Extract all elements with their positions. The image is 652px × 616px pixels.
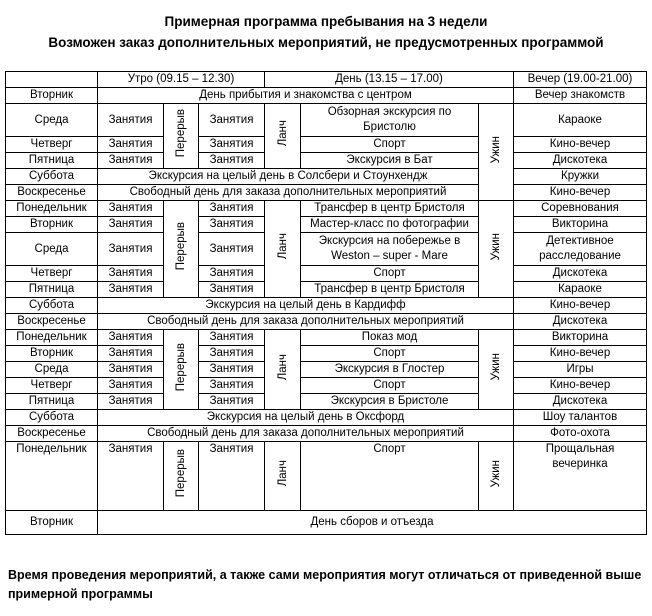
evening-cell: Игры — [514, 362, 647, 378]
afternoon-cell: Спорт — [301, 378, 479, 394]
classes-cell: Занятия — [98, 394, 164, 410]
evening-cell: Кино-вечер — [514, 137, 647, 153]
afternoon-cell: Трансфер в центр Бристоля — [301, 201, 479, 217]
evening-cell: Детективное расследование — [514, 233, 647, 266]
lunch-cell — [265, 201, 301, 298]
lunch-label: Ланч — [276, 120, 289, 147]
dinner-label: Ужин — [490, 459, 502, 488]
afternoon-cell: Мастер-класс по фотографии — [301, 217, 479, 233]
day-cell: Воскресенье — [6, 426, 98, 442]
day-cell: Вторник — [6, 88, 98, 104]
break-cell — [164, 330, 199, 410]
classes-cell: Занятия — [199, 201, 265, 217]
classes-cell: Занятия — [199, 282, 265, 298]
break-label: Перерыв — [175, 449, 187, 498]
day-cell: Среда — [6, 104, 98, 137]
classes-cell: Занятия — [199, 442, 265, 511]
lunch-cell — [265, 330, 301, 410]
header-evening: Вечер (19.00-21.00) — [514, 72, 647, 88]
classes-cell: Занятия — [199, 137, 265, 153]
dinner-cell — [479, 104, 514, 201]
table-row — [6, 282, 647, 298]
afternoon-cell: Показ мод — [301, 330, 479, 346]
afternoon-cell: Обзорная экскурсия по Бристолю — [301, 104, 479, 137]
evening-cell: Кино-вечер — [514, 185, 647, 201]
activity-cell: Свободный день для заказа дополнительных мероприятий — [98, 185, 479, 201]
day-cell: Среда — [6, 362, 98, 378]
table-row — [6, 233, 647, 266]
evening-cell: Кино-вечер — [514, 378, 647, 394]
evening-cell: Кино-вечер — [514, 298, 647, 314]
day-cell: Среда — [6, 233, 98, 266]
table-row — [6, 410, 647, 426]
table-row — [6, 330, 647, 346]
table-row — [6, 314, 647, 330]
table-row — [6, 346, 647, 362]
activity-cell: Свободный день для заказа дополнительных мероприятий — [98, 426, 514, 442]
classes-cell: Занятия — [199, 266, 265, 282]
evening-cell: Дискотека — [514, 153, 647, 169]
table-row — [6, 201, 647, 217]
day-cell: Суббота — [6, 298, 98, 314]
classes-cell: Занятия — [98, 266, 164, 282]
day-cell: Пятница — [6, 394, 98, 410]
evening-cell: Вечер знакомств — [514, 88, 647, 104]
lunch-label: Ланч — [276, 233, 289, 260]
afternoon-cell: Экскурсия в Бристоле — [301, 394, 479, 410]
classes-cell: Занятия — [199, 153, 265, 169]
day-cell: Четверг — [6, 137, 98, 153]
classes-cell: Занятия — [98, 233, 164, 266]
classes-cell: Занятия — [98, 201, 164, 217]
classes-cell: Занятия — [98, 346, 164, 362]
table-row — [6, 88, 647, 104]
evening-cell: Кружки — [514, 169, 647, 185]
table-row — [6, 511, 647, 535]
classes-cell: Занятия — [199, 217, 265, 233]
lunch-label: Ланч — [276, 460, 289, 487]
day-cell: Четверг — [6, 378, 98, 394]
activity-cell: День сборов и отъезда — [98, 511, 647, 535]
dinner-cell — [479, 442, 514, 511]
evening-cell: Соревнования — [514, 201, 647, 217]
classes-cell: Занятия — [98, 442, 164, 511]
classes-cell: Занятия — [98, 378, 164, 394]
dinner-cell — [479, 201, 514, 298]
classes-cell: Занятия — [98, 330, 164, 346]
afternoon-cell: Спорт — [301, 346, 479, 362]
day-cell: Пятница — [6, 282, 98, 298]
afternoon-cell: Спорт — [301, 442, 479, 511]
day-cell: Пятница — [6, 153, 98, 169]
break-label: Перерыв — [175, 342, 187, 392]
day-cell: Понедельник — [6, 442, 98, 511]
table-row — [6, 362, 647, 378]
day-cell: Суббота — [6, 169, 98, 185]
dinner-cell — [479, 330, 514, 410]
activity-cell: Экскурсия на целый день в Солсбери и Стоунхендж — [98, 169, 479, 185]
table-row — [6, 394, 647, 410]
day-cell: Понедельник — [6, 330, 98, 346]
day-cell: Воскресенье — [6, 185, 98, 201]
day-cell: Понедельник — [6, 201, 98, 217]
evening-cell: Викторина — [514, 330, 647, 346]
classes-cell: Занятия — [199, 394, 265, 410]
classes-cell: Занятия — [98, 104, 164, 137]
evening-cell: Викторина — [514, 217, 647, 233]
classes-cell: Занятия — [199, 362, 265, 378]
schedule-table — [5, 71, 647, 535]
table-row — [6, 426, 647, 442]
page-title: Примерная программа пребывания на 3 недели — [164, 14, 488, 29]
classes-cell: Занятия — [98, 282, 164, 298]
dinner-label: Ужин — [490, 135, 502, 164]
header-day: День (13.15 – 17.00) — [265, 72, 514, 88]
classes-cell: Занятия — [199, 346, 265, 362]
activity-cell: Экскурсия на целый день в Оксфорд — [98, 410, 514, 426]
evening-cell: Фото-охота — [514, 426, 647, 442]
classes-cell: Занятия — [98, 362, 164, 378]
evening-cell: Шоу талантов — [514, 410, 647, 426]
activity-cell: Свободный день для заказа дополнительных мероприятий — [98, 314, 514, 330]
afternoon-cell: Спорт — [301, 137, 479, 153]
lunch-label: Ланч — [276, 353, 289, 381]
afternoon-cell: Спорт — [301, 266, 479, 282]
header-morning: Утро (09.15 – 12.30) — [98, 72, 265, 88]
table-row — [6, 169, 647, 185]
evening-cell: Дискотека — [514, 266, 647, 282]
classes-cell: Занятия — [199, 233, 265, 266]
evening-cell: Караоке — [514, 282, 647, 298]
evening-cell: Прощальная вечеринка — [514, 442, 647, 511]
table-row — [6, 185, 647, 201]
classes-cell: Занятия — [98, 153, 164, 169]
table-row — [6, 442, 647, 511]
table-row — [6, 104, 647, 137]
table-row — [6, 298, 647, 314]
dinner-label: Ужин — [490, 232, 502, 261]
afternoon-cell: Трансфер в центр Бристоля — [301, 282, 479, 298]
page-subtitle: Возможен заказ дополнительных мероприятий, не предусмотренных программой — [48, 35, 604, 50]
activity-cell: День прибытия и знакомства с центром — [98, 88, 514, 104]
afternoon-cell: Экскурсия в Бат — [301, 153, 479, 169]
day-cell: Вторник — [6, 217, 98, 233]
lunch-cell — [265, 104, 301, 169]
table-row — [6, 153, 647, 169]
lunch-cell — [265, 442, 301, 511]
break-cell — [164, 104, 199, 169]
day-cell: Четверг — [6, 266, 98, 282]
classes-cell: Занятия — [199, 378, 265, 394]
classes-cell: Занятия — [199, 330, 265, 346]
table-row — [6, 378, 647, 394]
footer-note: Время проведения мероприятий, а также сами мероприятия могут отличаться от приведенной выше примерной программы — [8, 568, 642, 601]
classes-cell: Занятия — [199, 104, 265, 137]
break-cell — [164, 442, 199, 511]
day-cell: Суббота — [6, 410, 98, 426]
day-cell: Вторник — [6, 346, 98, 362]
dinner-label: Ужин — [490, 353, 502, 381]
day-cell: Воскресенье — [6, 314, 98, 330]
day-cell: Вторник — [6, 511, 98, 535]
table-row — [6, 266, 647, 282]
evening-cell: Караоке — [514, 104, 647, 137]
table-row — [6, 217, 647, 233]
header-corner — [6, 72, 98, 88]
evening-cell: Дискотека — [514, 394, 647, 410]
classes-cell: Занятия — [98, 217, 164, 233]
table-row — [6, 137, 647, 153]
header-row — [6, 72, 647, 88]
break-label: Перерыв — [175, 222, 187, 271]
break-cell — [164, 201, 199, 298]
evening-cell: Дискотека — [514, 314, 647, 330]
activity-cell: Экскурсия на целый день в Кардифф — [98, 298, 514, 314]
afternoon-cell: Экскурсия на побережье в Weston – super - Mare — [301, 233, 479, 266]
break-label: Перерыв — [175, 109, 187, 158]
afternoon-cell: Экскурсия в Глостер — [301, 362, 479, 378]
evening-cell: Кино-вечер — [514, 346, 647, 362]
classes-cell: Занятия — [98, 137, 164, 153]
